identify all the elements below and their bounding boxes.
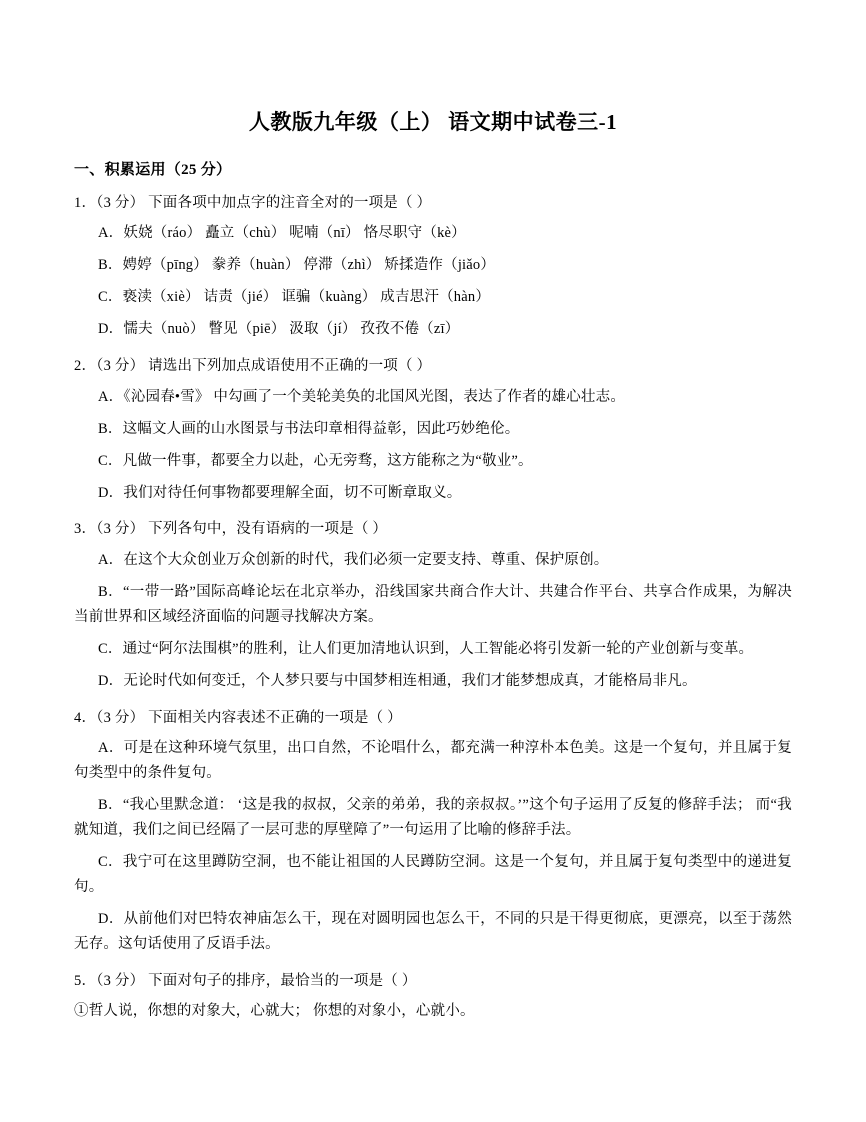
question-3-option-d: D．无论时代如何变迁，个人梦只要与中国梦相连相通，我们才能梦想成真，才能格局非凡。 [98,672,697,689]
question-2-option-b: B．这幅文人画的山水图景与书法印章相得益彰，因此巧妙绝伦。 [98,420,520,437]
question-5-item-1: ①哲人说，你想的对象大，心就大； 你想的对象小，心就小。 [74,1003,475,1020]
page-title: 人教版九年级（上） 语文期中试卷三-1 [248,110,618,134]
question-4-option-d: D．从前他们对巴特农神庙怎么干，现在对圆明园也怎么干，不同的只是干得更彻底，更漂亮，以至于荡然无存。这句话使用了反语手法。 [74,910,792,952]
question-1-option-b: B．娉婷（pīng） 豢养（huàn） 停滞（zhì） 矫揉造作（jiǎo） [98,257,496,274]
question-1-option-a: A．妖娆（ráo） 矗立（chù） 呢喃（nī） 恪尽职守（kè） [98,225,466,242]
question-3-option-c: C．通过“阿尔法围棋”的胜利，让人们更加清地认识到，人工智能必将引发新一轮的产业创新与变革。 [98,640,754,657]
question-3-option-b: B．“一带一路”国际高峰论坛在北京举办，沿线国家共商合作大计、共建合作平台、共享合作成果，为解决当前世界和区域经济面临的问题寻找解决方案。 [74,583,792,625]
question-4-option-a: A．可是在这种环境气氛里，出口自然，不论唱什么，都充满一种淳朴本色美。这是一个复句，并且属于复句类型中的条件复句。 [74,740,792,781]
question-2-option-c: C．凡做一件事，都要全力以赴，心无旁骛，这方能称之为“敬业”。 [98,452,533,469]
question-2-option-a: A．《沁园春•雪》 中勾画了一个美轮美奂的北国风光图，表达了作者的雄心壮志。 [98,388,626,405]
question-3-stem: 3．（3 分） 下列各句中，没有语病的一项是（ ） [74,521,388,538]
question-1-option-c: C．亵渎（xiè） 诘责（jié） 诓骗（kuàng） 成吉思汗（hàn） [98,289,491,306]
question-2-option-d: D．我们对待任何事物都要理解全面，切不可断章取义。 [98,484,462,501]
question-3-option-a: A．在这个大众创业万众创新的时代，我们必须一定要支持、尊重、保护原创。 [98,551,609,568]
question-2-stem: 2．（3 分） 请选出下列加点成语使用不正确的一项（ ） [74,358,432,375]
question-4-option-b: B．“我心里默念道： ‘这是我的叔叔，父亲的弟弟，我的亲叔叔。’”这个句子运用了反复的修辞手法； 而“我就知道，我们之间已经隔了一层可悲的厚壁障了”一句运用了比喻的修辞手法。 [74,796,792,838]
section-heading: 一、积累运用（25 分） [74,162,232,178]
question-5-stem: 5．（3 分） 下面对句子的排序，最恰当的一项是（ ） [74,972,417,989]
question-1-stem: 1．（3 分） 下面各项中加点字的注音全对的一项是（ ） [74,195,432,211]
question-4-option-c: C．我宁可在这里蹲防空洞，也不能让祖国的人民蹲防空洞。这是一个复句，并且属于复句类型中的递进复句。 [74,853,792,895]
question-1-option-d: D．懦夫（nuò） 瞥见（piē） 汲取（jí） 孜孜不倦（zī） [98,321,460,338]
question-4-stem: 4．（3 分） 下面相关内容表述不正确的一项是（ ） [74,709,402,726]
